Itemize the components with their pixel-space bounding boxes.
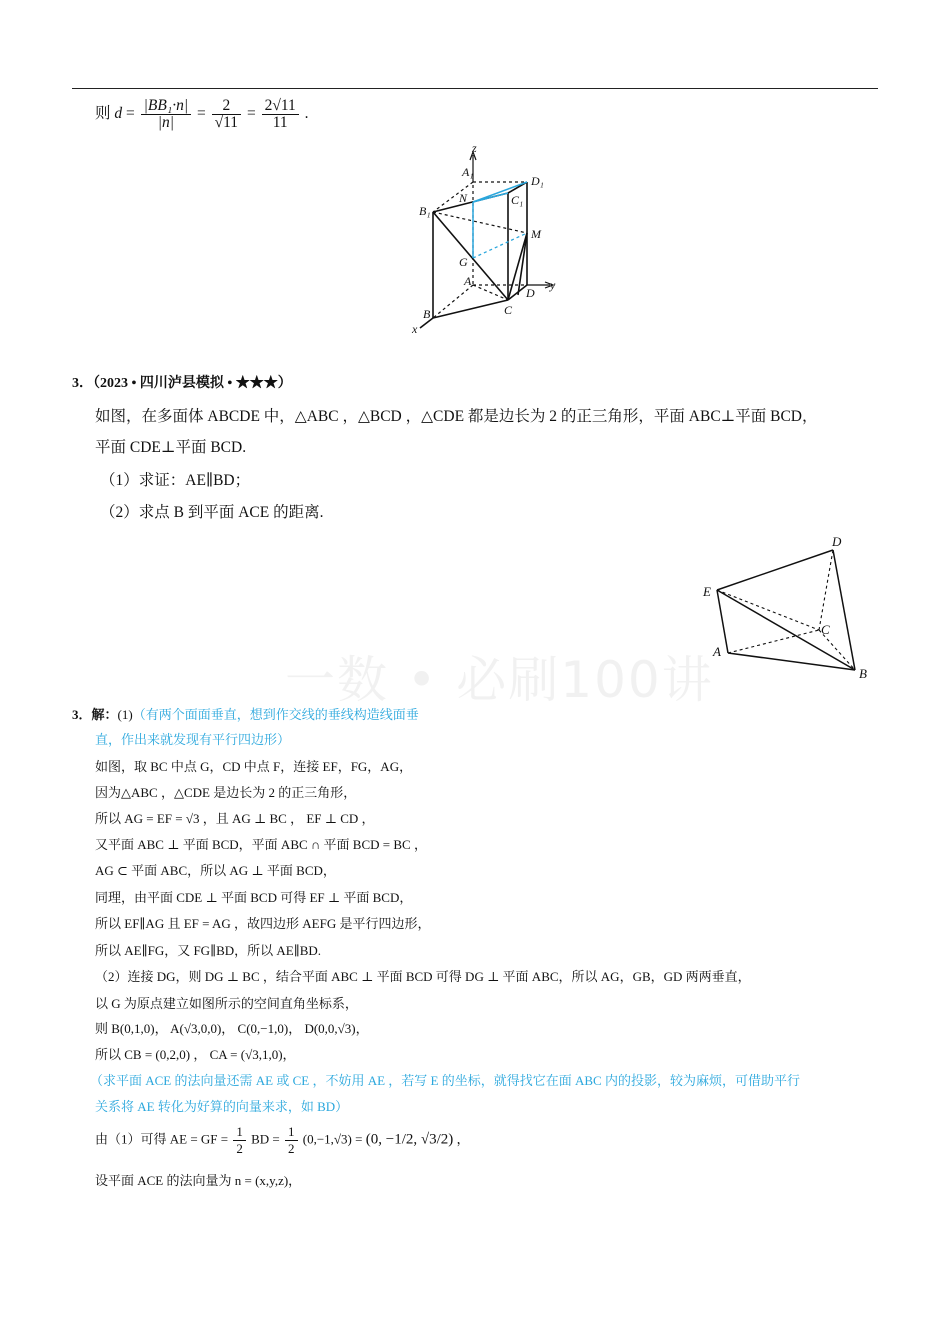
label-d: D <box>832 534 842 549</box>
label-b: B <box>859 666 867 681</box>
label-b: B <box>423 307 431 321</box>
formula-fraction-1: $\frac{\text{|BB₁·n|}}{|n|}$ <box>141 98 191 131</box>
problem-question-2: （2）求点 B 到平面 ACE 的距离. <box>100 504 324 521</box>
label-z: z <box>472 141 477 155</box>
prism-figure <box>400 140 580 340</box>
label-e: E <box>703 584 711 599</box>
solution-line-10: 以 G 为原点建立如图所示的空间直角坐标系， <box>95 996 358 1011</box>
problem-line-2: 平面 CDE⊥平面 BCD. <box>95 439 247 456</box>
label-g: G <box>459 255 468 269</box>
solution-line-6: 同理，由平面 CDE ⊥ 平面 BCD 可得 EF ⊥ 平面 BCD， <box>95 890 413 905</box>
hint-note-1a: （有两个面面垂直，想到作交线的垂线构造线面垂 <box>132 707 419 722</box>
half-fraction-2: $\frac{1}{2}$ <box>285 1124 298 1157</box>
label-m: M <box>531 227 541 241</box>
solution-line-11: 则 B(0,1,0)， A(√3,0,0)， C(0,−1,0)， D(0,0,√3)， <box>95 1021 369 1036</box>
label-n: N <box>459 191 468 205</box>
label-c: C <box>821 622 830 637</box>
half-fraction: $\frac{1}{2}$ <box>233 1124 246 1157</box>
solution-line-1: 如图，取 BC 中点 G，CD 中点 F，连接 EF，FG，AG， <box>95 759 413 774</box>
formula-prefix: 则 <box>95 105 111 123</box>
problem-header: 3．（2023 • 四川泸县模拟 • ★★★） <box>72 376 292 391</box>
problem-question-1: （1）求证：AE∥BD； <box>100 472 251 489</box>
solution-lead: 3．解：(1)（有两个面面垂直，想到作交线的垂线构造线面垂 <box>72 707 419 722</box>
label-x: x <box>412 322 418 336</box>
label-y: y <box>550 278 556 292</box>
solution-line-9: （2）连接 DG，则 DG ⊥ BC ，结合平面 ABC ⊥ 平面 BCD 可得 DG ⊥ 平面 ABC，所以 AG，GB，GD 两两垂直， <box>95 969 751 984</box>
solution-line-8: 所以 AE∥FG，又 FG∥BD，所以 AE∥BD. <box>95 943 322 958</box>
equation-result: (0, −1/2, √3/2) <box>365 1131 454 1148</box>
formula-fraction-3: $\frac{2√11}{11}$ <box>262 98 299 131</box>
polyhedron-figure <box>695 530 885 685</box>
solution-line-5: AG ⊂ 平面 ABC，所以 AG ⊥ 平面 BCD， <box>95 863 336 878</box>
solution-line-7: 所以 EF∥AG 且 EF = AG ，故四边形 AEFG 是平行四边形， <box>95 916 431 931</box>
solution-line-3: 所以 AG = EF = √3 ，且 AG ⊥ BC ， EF ⊥ CD ， <box>95 811 375 826</box>
label-d: D <box>526 286 535 300</box>
watermark: 一数 • 必刷100讲 <box>285 651 714 709</box>
label-d1: D₁ <box>531 174 544 188</box>
solution-last-line: 设平面 ACE 的法向量为 n = (x,y,z)， <box>95 1173 302 1188</box>
distance-formula: 则 d = $\frac{\text{|BB₁·n|}}{|n|}$ = $\frac{2}{√11}$ = $\frac{2√11}{11}$ . <box>95 97 309 131</box>
label-c1: C₁ <box>511 193 524 207</box>
solution-line-12: 所以 CB = (0,2,0) ， CA = (√3,1,0)， <box>95 1047 296 1062</box>
label-c: C <box>504 303 513 317</box>
label-a: A <box>464 274 472 288</box>
problem-line-1: 如图，在多面体 ABCDE 中，△ABC ，△BCD ，△CDE 都是边长为 2 的正三角形，平面 ABC⊥平面 BCD， <box>95 408 818 425</box>
label-a1: A₁ <box>462 165 474 179</box>
label-b1: B₁ <box>419 204 431 218</box>
hint-note-2b: 关系将 AE 转化为好算的向量来求，如 BD） <box>95 1099 349 1114</box>
solution-line-4: 又平面 ABC ⊥ 平面 BCD，平面 ABC ∩ 平面 BCD = BC ， <box>95 837 427 852</box>
formula-fraction-2: $\frac{2}{√11}$ <box>212 98 241 131</box>
label-a: A <box>713 644 721 659</box>
solution-line-2: 因为△ABC ，△CDE 是边长为 2 的正三角形， <box>95 785 357 800</box>
solution-equation: 由（1）可得 AE = GF = $\frac{1}{2}$ BD = $\frac{1}{2}$ (0,−1,√3) = (0, −1/2, √3/2) ， <box>95 1124 470 1156</box>
header-rule <box>72 88 878 89</box>
hint-note-1b: 直，作出来就发现有平行四边形） <box>95 732 291 747</box>
formula-d: d <box>114 105 123 123</box>
hint-note-2a: （求平面 ACE 的法向量还需 AE 或 CE ，不妨用 AE ，若写 E 的坐标，就得找它在面 ABC 内的投影，较为麻烦，可借助平行 <box>90 1073 800 1088</box>
